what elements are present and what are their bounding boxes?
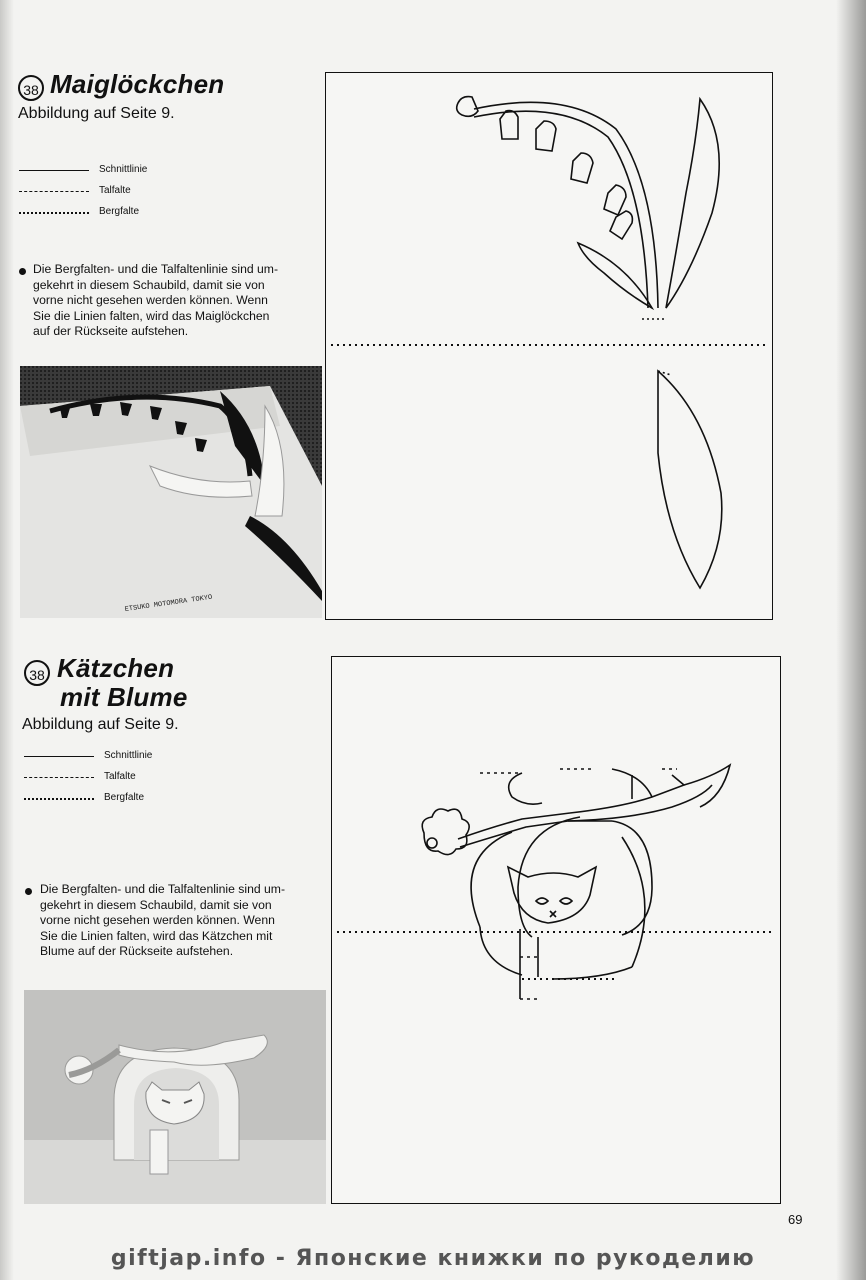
kitten-cut-template: [332, 657, 780, 1203]
lily-cut-template: [326, 73, 772, 619]
section1-photo: [20, 366, 322, 618]
cut-line-sample: [24, 756, 94, 757]
legend-label: Schnittlinie: [104, 750, 153, 761]
description-line: Blume auf der Rückseite aufstehen.: [40, 944, 234, 959]
valley-fold-sample: [24, 777, 94, 778]
legend-label: Bergfalte: [99, 206, 140, 217]
section1-number-badge: 38: [18, 75, 44, 101]
description-line: gekehrt in diesem Schaubild, damit sie von: [40, 897, 272, 912]
watermark-footer: giftjap.info - Японские книжки по рукоделию: [110, 1246, 756, 1271]
bullet-icon: [25, 888, 32, 895]
page-number: 69: [788, 1212, 803, 1227]
section2-description: [40, 882, 285, 960]
section1-subtitle: Abbildung auf Seite 9.: [18, 105, 175, 122]
description-line: Die Bergfalten- und die Talfaltenlinie sind um-: [33, 262, 279, 276]
legend-label: Schnittlinie: [99, 164, 148, 175]
section2-title-line1: Kätzchen: [57, 653, 175, 683]
description-line: gekehrt in diesem Schaubild, damit sie von: [33, 277, 265, 292]
legend-label: Talfalte: [104, 771, 136, 782]
mountain-fold-sample: [24, 798, 94, 800]
section1-description: [33, 262, 278, 340]
description-line: Sie die Linien falten, wird das Kätzchen mit: [40, 928, 273, 943]
section1-title: Maiglöckchen: [50, 69, 225, 99]
description-line: vorne nicht gesehen werden können. Wenn: [40, 913, 275, 928]
kitten-popup-photo: [24, 990, 326, 1204]
description-line: Sie die Linien falten, wird das Maiglöckchen: [33, 308, 270, 323]
legend-label: Bergfalte: [104, 792, 145, 803]
photo-caption: ETSUKO MOTOMORA TOKYO: [124, 593, 213, 614]
section2-number-badge: 38: [24, 660, 50, 686]
bullet-icon: [19, 268, 26, 275]
lily-popup-photo: [20, 366, 322, 618]
section2-photo: [24, 990, 326, 1204]
description-line: Die Bergfalten- und die Talfaltenlinie sind um-: [40, 882, 286, 896]
description-line: auf der Rückseite aufstehen.: [33, 324, 189, 339]
book-spine-shadow: [836, 0, 866, 1280]
section2-subtitle: Abbildung auf Seite 9.: [22, 716, 179, 733]
cut-line-sample: [19, 170, 89, 171]
legend-label: Talfalte: [99, 185, 131, 196]
section2-title-line2: mit Blume: [60, 682, 188, 712]
section2-template-panel: [331, 656, 781, 1204]
description-line: vorne nicht gesehen werden können. Wenn: [33, 293, 268, 308]
mountain-fold-sample: [19, 212, 89, 214]
page-edge-shadow: [0, 0, 14, 1280]
section1-template-panel: [325, 72, 773, 620]
valley-fold-sample: [19, 191, 89, 192]
